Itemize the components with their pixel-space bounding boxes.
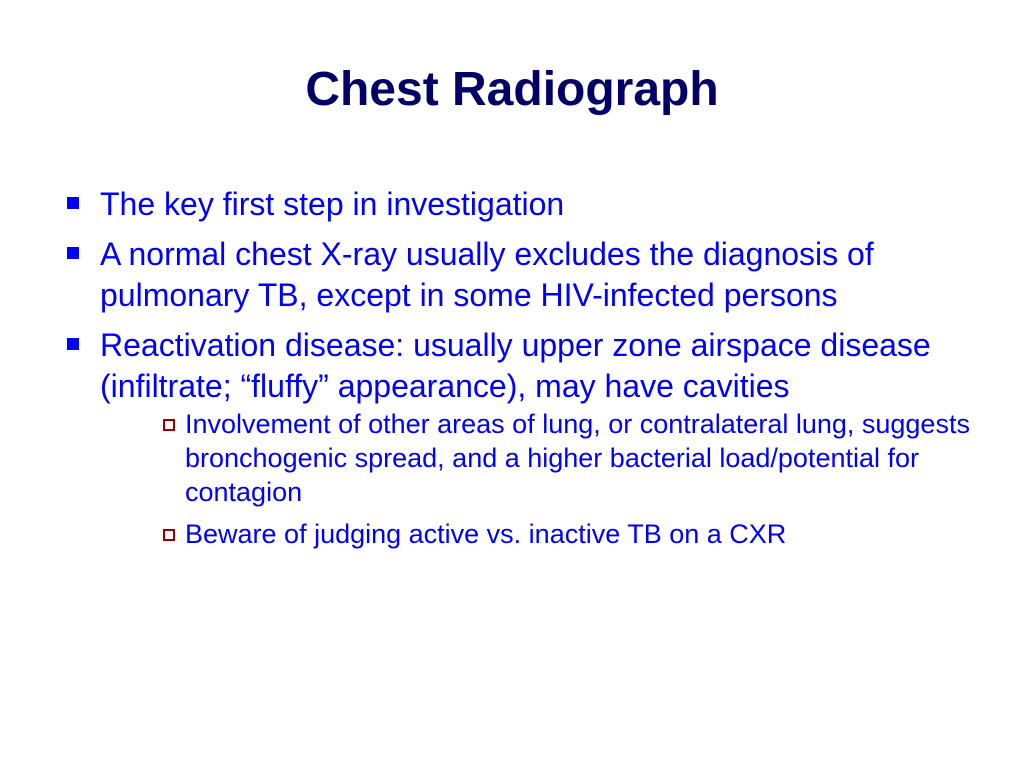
bullet-text: The key first step in investigation [100, 186, 565, 222]
bullet-item [60, 184, 970, 225]
bullet-item [60, 325, 970, 551]
subbullet-text: Beware of judging active vs. inactive TB on a CXR [185, 519, 787, 549]
square-bullet-icon [67, 247, 79, 259]
bullet-item [60, 234, 970, 316]
square-bullet-icon [67, 338, 79, 350]
slide-title: Chest Radiograph [305, 63, 719, 116]
subbullet-item [185, 407, 1005, 509]
bullet-text: Reactivation disease: usually upper zone airspace disease (infiltrate; “fluffy” appearance), may have cavities [100, 327, 931, 404]
bullet-text: A normal chest X-ray usually excludes the diagnosis of pulmonary TB, except in some HIV-infected persons [100, 236, 874, 313]
subbullet-text: Involvement of other areas of lung, or contralateral lung, suggests bronchogenic spread, and a higher bacterial load/potential for contagion [185, 409, 970, 507]
hollow-square-bullet-icon [163, 419, 175, 431]
square-bullet-icon [67, 197, 79, 209]
subbullet-list [185, 407, 1005, 551]
subbullet-item [185, 517, 1005, 551]
bullet-list [60, 184, 970, 560]
hollow-square-bullet-icon [163, 529, 175, 541]
